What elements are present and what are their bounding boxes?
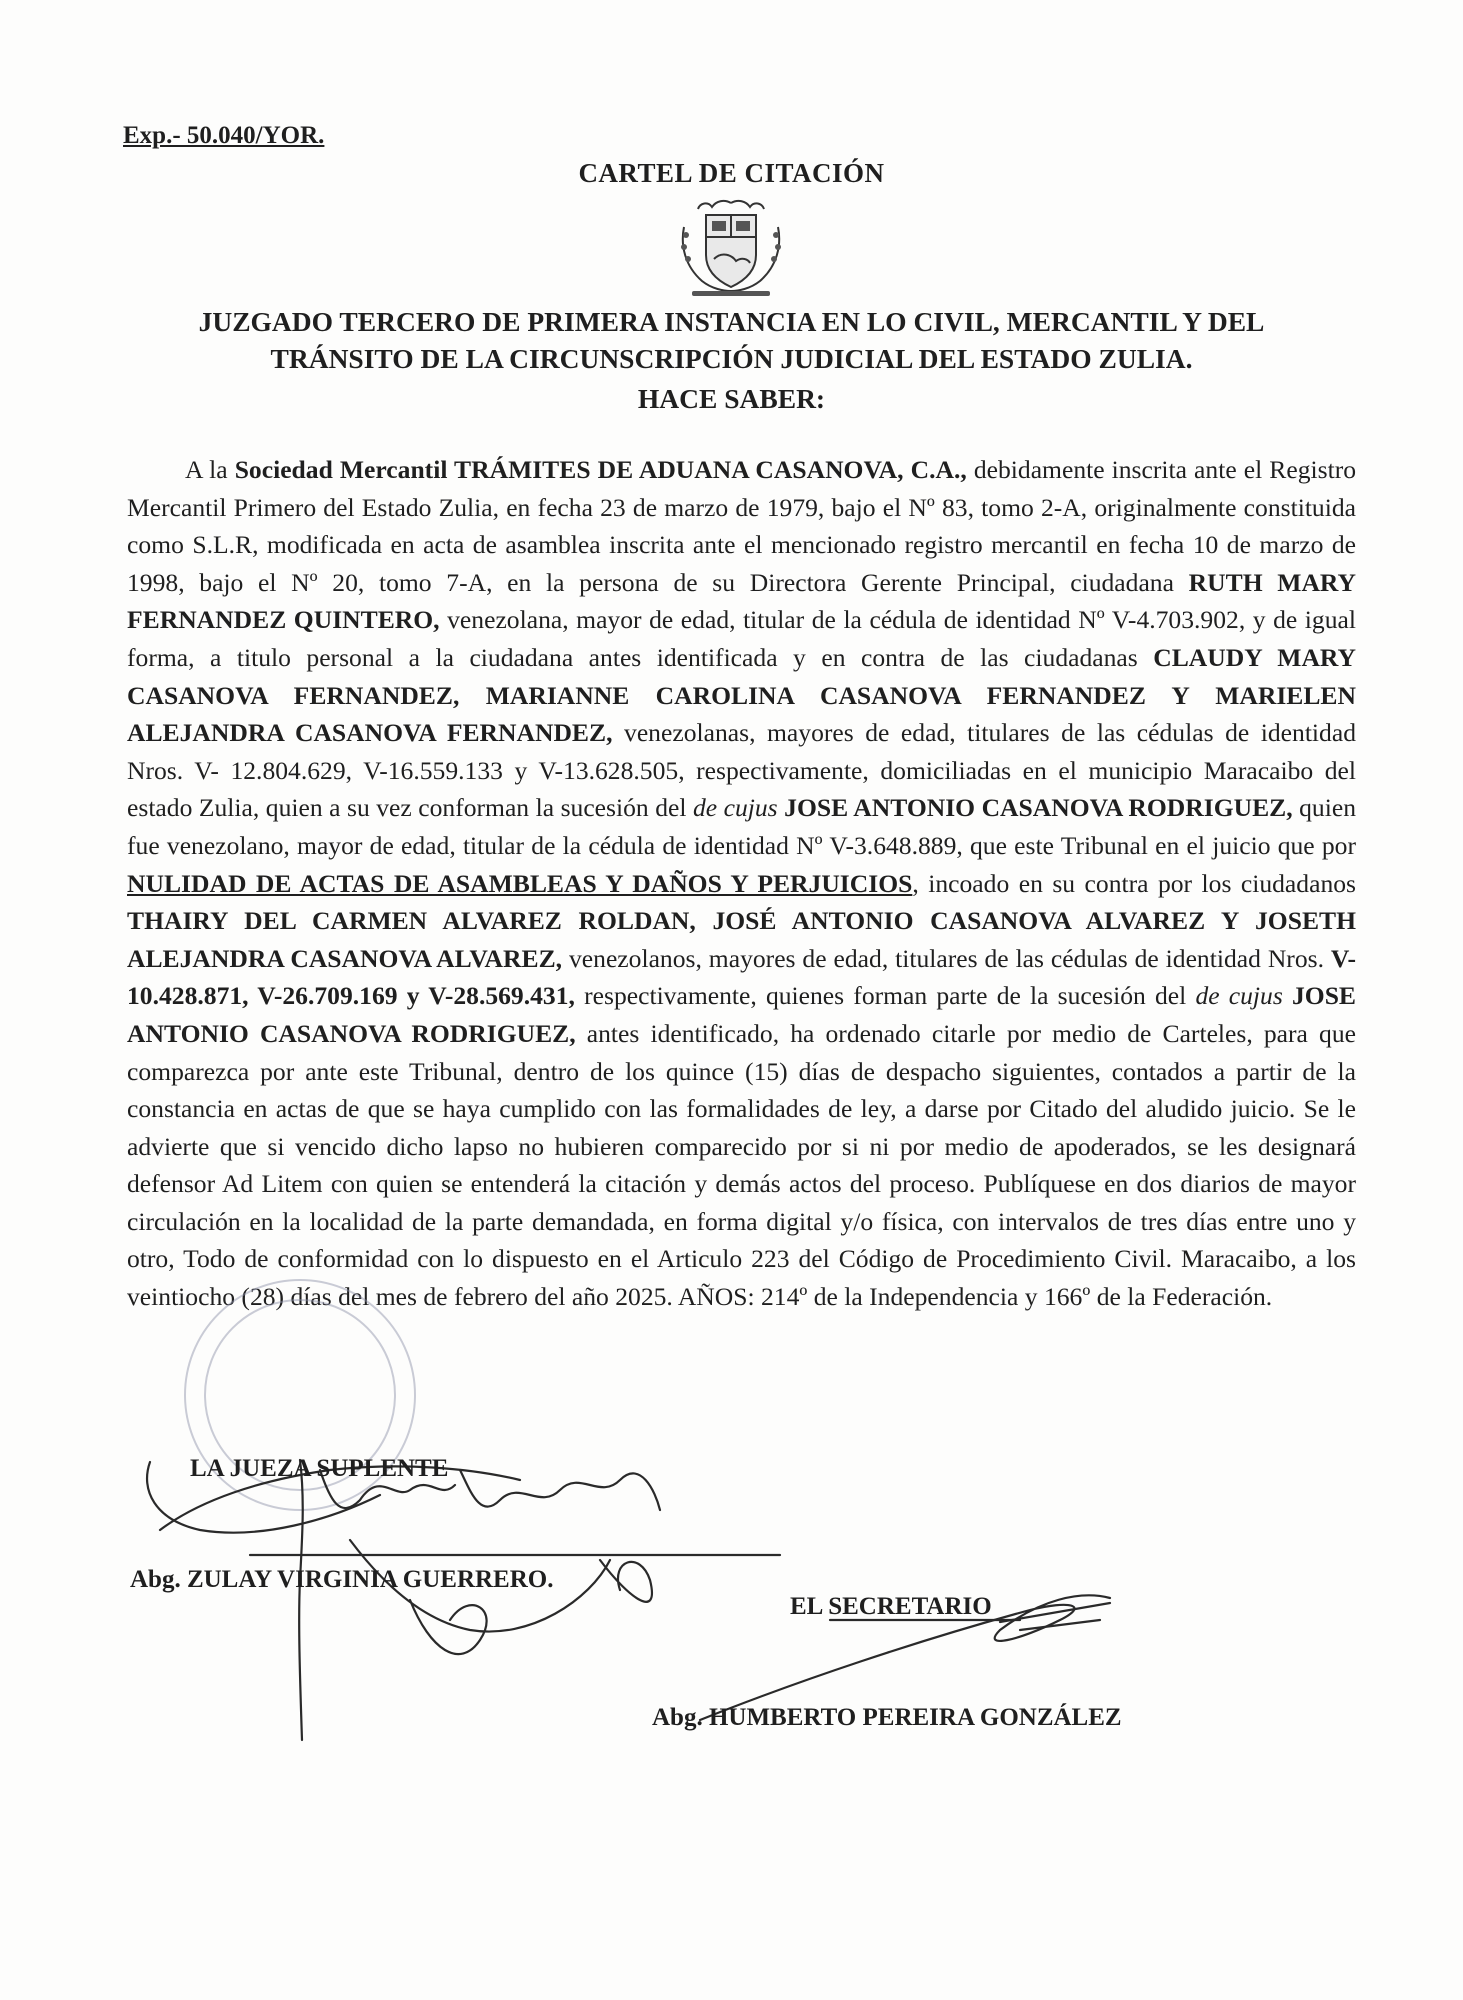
plaintiffs-id-numbers: V-10.428.871, V-26.709.169 y V-28.569.431,: [127, 943, 1357, 1011]
body-text: A la: [185, 455, 235, 484]
case-type: NULIDAD DE ACTAS DE ASAMBLEAS Y DAÑOS Y PERJUICIOS: [127, 868, 913, 898]
jueza-signature: [147, 1460, 780, 1740]
body-text: quien fue venezolano, mayor de edad, titular de la cédula de identidad Nº V-3.648.889, que este Tribunal en el juicio que por: [127, 793, 1356, 860]
court-line-2: TRÁNSITO DE LA CIRCUNSCRIPCIÓN JUDICIAL DEL ESTADO ZULIA.: [270, 343, 1193, 374]
body-text: , incoado en su contra por los ciudadanos: [912, 868, 1357, 898]
jueza-role: LA JUEZA SUPLENTE: [190, 1455, 449, 1482]
body-text: venezolanos, mayores de edad, titulares de las cédulas de identidad Nros.: [562, 943, 1331, 973]
de-cujus-term: de cujus: [1195, 981, 1283, 1011]
body-text: venezolana, mayor de edad, titular de la cédula de identidad Nº V-4.703.902, y de igual forma, a titulo personal a la ciudadana antes identificada y en contra de las ciudadanas: [127, 605, 1356, 672]
secretario-name: Abg. HUMBERTO PEREIRA GONZÁLEZ: [652, 1704, 1122, 1731]
body-text: [1283, 981, 1292, 1010]
jueza-name: Abg. ZULAY VIRGINIA GUERRERO.: [130, 1566, 554, 1593]
director-name: RUTH MARY FERNANDEZ QUINTERO,: [127, 567, 1356, 635]
body-text: debidamente inscrita ante el Registro Mercantil Primero del Estado Zulia, en fecha 23 de marzo de 1979, bajo el Nº 83, tomo 2-A, originalmente constituida como S.L.R, modificada en acta de asamblea inscrita ante el mencionado registro mercantil en fecha 10 de marzo de 1998, bajo el Nº 20, tomo 7-A, en la persona de su Directora Gerente Principal, ciudadana: [127, 455, 1357, 597]
citation-body: [127, 451, 1356, 1316]
company-name: Sociedad Mercantil TRÁMITES DE ADUANA CASANOVA, C.A.,: [234, 455, 967, 484]
expediente-number: Exp.- 50.040/YOR.: [123, 122, 325, 149]
body-text: venezolanas, mayores de edad, titulares de las cédulas de identidad Nros. V- 12.804.629, V-16.559.133 y V-13.628.505, respectivamente, domiciliadas en el municipio Maracaibo del estado Zulia, quien a su vez conforman la sucesión del: [127, 718, 1356, 823]
secretario-role: EL SECRETARIO: [790, 1593, 992, 1620]
de-cujus-term: de cujus: [692, 793, 778, 823]
document-title: CARTEL DE CITACIÓN: [578, 158, 885, 188]
deceased-name: JOSE ANTONIO CASANOVA RODRIGUEZ,: [784, 793, 1293, 823]
defendants-names: CLAUDY MARY CASANOVA FERNANDEZ, MARIANNE CAROLINA CASANOVA FERNANDEZ Y MARIELEN ALEJANDRA CASANOVA FERNANDEZ,: [127, 642, 1356, 748]
court-line-1: JUZGADO TERCERO DE PRIMERA INSTANCIA EN LO CIVIL, MERCANTIL Y DEL: [198, 306, 1265, 337]
hace-saber-heading: HACE SABER:: [637, 383, 826, 414]
deceased-name: JOSE ANTONIO CASANOVA RODRIGUEZ,: [127, 981, 1356, 1048]
coat-of-arms-icon: [672, 197, 790, 297]
court-heading: [120, 303, 1343, 377]
body-text: antes identificado, ha ordenado citarle por medio de Carteles, para que comparezca por ante este Tribunal, dentro de los quince (15) días de despacho siguientes, contados a partir de la constancia en actas de que se haya cumplido con las formalidades de ley, a darse por Citado del aludido juicio. Se le advierte que si vencido dicho lapso no hubieren comparecido por si ni por medio de apoderados, se les designará defensor Ad Litem con quien se entenderá la citación y demás actos del proceso. Publíquese en dos diarios de mayor circulación en la localidad de la parte demandada, en forma digital y/o física, con intervalos de tres días entre uno y otro, Todo de conformidad con lo dispuesto en el Articulo 223 del Código de Procedimiento Civil. Maracaibo, a los veintiocho (28) días del mes de febrero del año 2025. AÑOS: 214º de la Independencia y 166º de la Federación.: [127, 1018, 1356, 1312]
plaintiffs-names: THAIRY DEL CARMEN ALVAREZ ROLDAN, JOSÉ ANTONIO CASANOVA ALVAREZ Y JOSETH ALEJANDRA CASANOVA ALVAREZ,: [127, 906, 1356, 973]
body-text: respectivamente, quienes forman parte de la sucesión del: [574, 981, 1196, 1011]
